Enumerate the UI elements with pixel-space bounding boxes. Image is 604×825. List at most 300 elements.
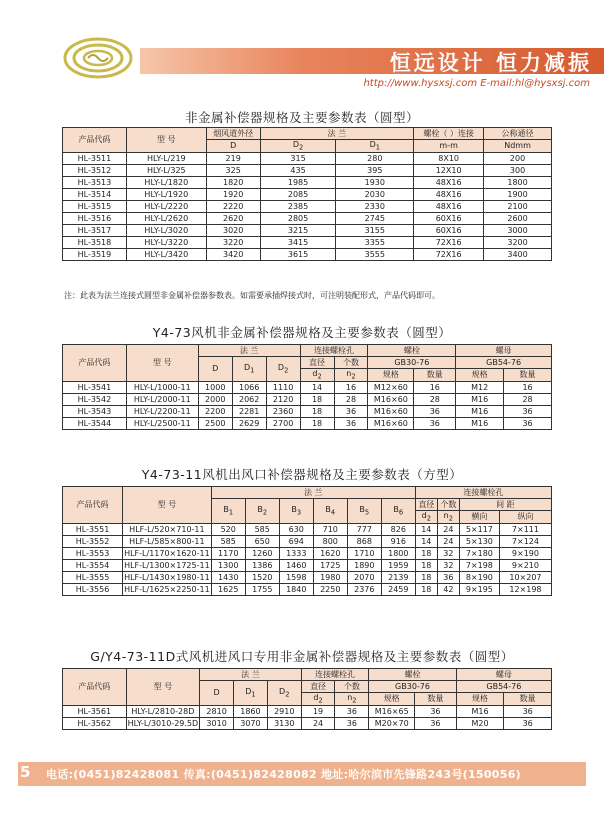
table-cell: M16: [456, 405, 504, 417]
th-d1: $D_1$: [234, 681, 268, 706]
table-row: [63, 523, 552, 535]
table-cell: 9×210: [499, 559, 551, 571]
table4-title: G/Y4-73-11D式风机进风口专用非金属补偿器规格及主要参数表（圆型）: [90, 649, 514, 664]
table-cell: 1860: [234, 705, 268, 717]
table-cell: M16: [456, 393, 504, 405]
table-cell: 12X10: [414, 164, 484, 176]
table-row: [63, 176, 552, 188]
table-cell: 1800: [484, 176, 552, 188]
table-cell: 14: [415, 523, 437, 535]
table-cell: 18: [415, 583, 437, 595]
table-cell: 14: [300, 381, 334, 393]
th-gb54: GB54-76: [456, 681, 551, 693]
table-cell: 18: [415, 571, 437, 583]
table-cell: 630: [279, 523, 313, 535]
table-cell: 1520: [245, 571, 279, 583]
table-cell: HLY-L/2500-11: [126, 417, 198, 429]
table4: [62, 668, 552, 730]
table-cell: 7×198: [459, 559, 499, 571]
table-cell: 2070: [347, 571, 381, 583]
table-cell: 1260: [245, 547, 279, 559]
table-cell: 325: [206, 164, 260, 176]
th-bolt: 螺栓: [369, 669, 457, 681]
th-spec: 规格: [456, 369, 504, 382]
th-b4: $B_4$: [313, 499, 347, 524]
table-cell: HLF-L/1430×1980-11: [124, 572, 210, 582]
table-row: [63, 547, 552, 559]
th-model: 型 号: [126, 345, 198, 382]
th-spec: 规格: [456, 693, 504, 706]
table-cell: HLF-L/1625×2250-11: [124, 584, 210, 594]
table-cell: 1625: [211, 583, 245, 595]
table-cell: HL-3516: [63, 212, 127, 224]
table-cell: 3155: [336, 224, 414, 236]
table-cell: 2360: [266, 405, 300, 417]
table-cell: 2085: [260, 188, 336, 200]
table-cell: HLY-L/2810-28D: [126, 705, 200, 717]
table-cell: HL-3553: [63, 547, 123, 559]
table-cell: HL-3544: [63, 417, 127, 429]
table-cell: 1840: [279, 583, 313, 595]
th-qty: 数量: [504, 369, 552, 382]
table-cell: 3215: [260, 224, 336, 236]
table-row: [63, 248, 552, 260]
table-cell: 36: [504, 717, 552, 729]
table-cell: 10×207: [499, 571, 551, 583]
table-cell: HLY-L/3020: [126, 224, 206, 236]
table-cell: 24: [437, 523, 459, 535]
th-d1: $D_1$: [232, 357, 266, 382]
table-cell: 8X10: [414, 152, 484, 164]
table-cell: M16: [456, 705, 504, 717]
table-cell: 2220: [206, 200, 260, 212]
table-cell: HLF-L/1300×1725-11: [124, 560, 210, 570]
table-row: [63, 571, 552, 583]
site-bar: [0, 76, 604, 94]
table-cell: 1800: [381, 547, 415, 559]
slogan: 恒远设计 恒力减振: [389, 51, 592, 75]
th-spacing: 间 距: [459, 499, 551, 511]
table-cell: 2120: [266, 393, 300, 405]
table-cell: 1725: [313, 559, 347, 571]
table-cell: 916: [381, 535, 415, 547]
table-cell: 3070: [234, 717, 268, 729]
table-cell: HLY-L/1920: [126, 188, 206, 200]
th-code: 产品代码: [63, 487, 123, 524]
table-cell: M16×65: [369, 705, 415, 717]
table-cell: 1755: [245, 583, 279, 595]
table-cell: 9×195: [459, 583, 499, 595]
table-cell: 2250: [313, 583, 347, 595]
th-bolt: 螺栓（ ）连接: [414, 128, 484, 140]
table-cell: 7×111: [499, 523, 551, 535]
table-cell: 585: [245, 523, 279, 535]
table-cell: 1300: [211, 559, 245, 571]
page-header: [0, 0, 604, 98]
th-b1: $B_1$: [211, 499, 245, 524]
table-cell: HL-3514: [63, 188, 127, 200]
table-cell: 36: [414, 405, 456, 417]
table-row: [63, 224, 552, 236]
th-code: 产品代码: [63, 669, 127, 706]
table-cell: 315: [260, 152, 336, 164]
table-cell: 3615: [260, 248, 336, 260]
table-cell: 2910: [267, 705, 301, 717]
th-n2: $n_2$: [437, 511, 459, 524]
table-cell: 200: [484, 152, 552, 164]
table-cell: M16×60: [368, 405, 414, 417]
table-cell: 72X16: [414, 248, 484, 260]
table-cell: 280: [336, 152, 414, 164]
th-qty: 数量: [415, 693, 457, 706]
table-cell: 36: [334, 405, 368, 417]
table-cell: HLF-L/1170×1620-11: [124, 548, 210, 558]
table-cell: 2600: [484, 212, 552, 224]
table3-body: [63, 523, 552, 595]
th-vertical: 纵向: [499, 511, 551, 524]
table-cell: HL-3551: [63, 523, 123, 535]
th-d2: $D_2$: [260, 140, 336, 153]
table-cell: 14: [415, 535, 437, 547]
th-gb54: GB54-76: [456, 357, 552, 369]
table-cell: 1710: [347, 547, 381, 559]
table-row: [63, 405, 552, 417]
table-cell: HLY-L/219: [126, 152, 206, 164]
table-cell: HLY-L/2620: [126, 212, 206, 224]
table-cell: 1170: [211, 547, 245, 559]
table-cell: HL-3552: [63, 535, 123, 547]
table2-body: [63, 381, 552, 429]
table-cell: 9×190: [499, 547, 551, 559]
page-number: 5: [20, 763, 31, 781]
table-cell: 2000: [198, 393, 232, 405]
table1-body: [63, 152, 552, 260]
table-cell: HLF-L/585×800-11: [123, 535, 212, 547]
th-code: 产品代码: [63, 345, 127, 382]
th-code: 产品代码: [63, 128, 127, 153]
table-cell: 710: [313, 523, 347, 535]
table-cell: 36: [334, 417, 368, 429]
table-cell: 36: [335, 717, 369, 729]
table-cell: 1066: [232, 381, 266, 393]
table-row: [63, 417, 552, 429]
contact-info: 电话:(0451)82428081 传真:(0451)82428082 地址:哈尔滨市先锋路243号(150056): [46, 768, 521, 781]
table-row: [63, 393, 552, 405]
th-d2-sub: $d_2$: [301, 693, 335, 706]
table-cell: 3415: [260, 236, 336, 248]
table-cell: 1959: [381, 559, 415, 571]
table-row: [63, 705, 552, 717]
table-cell: 18: [300, 405, 334, 417]
table-cell: 1820: [206, 176, 260, 188]
table-cell: 2500: [198, 417, 232, 429]
th-bolt-hole: 连接螺栓孔: [301, 669, 369, 681]
table-cell: 48X16: [414, 188, 484, 200]
table-cell: HLY-L/1820: [126, 176, 206, 188]
table-cell: 868: [347, 535, 381, 547]
table-cell: 72X16: [414, 236, 484, 248]
table-cell: 36: [335, 705, 369, 717]
table-cell: 2700: [266, 417, 300, 429]
table2: [62, 344, 552, 430]
table-cell: 12×198: [499, 583, 551, 595]
table-cell: 2629: [232, 417, 266, 429]
th-qty: 数量: [504, 693, 552, 706]
table-cell: 585: [211, 535, 245, 547]
table-cell: 2200: [198, 405, 232, 417]
th-nut: 螺母: [456, 345, 552, 357]
table-cell: 36: [504, 705, 552, 717]
table-cell: 3400: [484, 248, 552, 260]
table-row: [63, 152, 552, 164]
table-cell: HL-3519: [63, 248, 127, 260]
table-cell: 1386: [245, 559, 279, 571]
table-cell: 16: [504, 381, 552, 393]
table-cell: 2062: [232, 393, 266, 405]
table3: [62, 486, 552, 596]
table3-title: Y4-73-11风机出风口补偿器规格及主要参数表（方型）: [141, 467, 463, 482]
th-bolt: 螺栓: [368, 345, 456, 357]
th-b3: $B_3$: [279, 499, 313, 524]
table-cell: 2385: [260, 200, 336, 212]
table-row: [63, 559, 552, 571]
table-cell: 28: [504, 393, 552, 405]
table-cell: 219: [206, 152, 260, 164]
table-cell: 3420: [206, 248, 260, 260]
table-cell: HL-3561: [63, 705, 127, 717]
table-cell: 36: [415, 717, 457, 729]
table-cell: 18: [415, 547, 437, 559]
th-model: 型 号: [123, 487, 212, 524]
table-cell: HL-3518: [63, 236, 127, 248]
table-cell: 1598: [279, 571, 313, 583]
th-model: 型 号: [126, 669, 200, 706]
table-cell: 5×117: [459, 523, 499, 535]
th-mm: m-m: [414, 140, 484, 153]
th-qty: 数量: [414, 369, 456, 382]
table-cell: 1000: [198, 381, 232, 393]
table-row: [63, 535, 552, 547]
table-cell: HLY-L/3220: [126, 236, 206, 248]
table1-note: 注：此表为法兰连接式圆型非金属补偿器参数表。如需要承插焊接式时，可注明装配形式，产品代码即可。: [64, 291, 440, 300]
table-cell: 18: [300, 393, 334, 405]
table-cell: HLF-L/520×710-11: [123, 523, 212, 535]
table-cell: 2810: [200, 705, 234, 717]
table-cell: 800: [313, 535, 347, 547]
table-cell: 48X16: [414, 200, 484, 212]
table-row: [63, 381, 552, 393]
table-cell: 18: [415, 559, 437, 571]
table-cell: 1430: [211, 571, 245, 583]
table-cell: 32: [437, 559, 459, 571]
table-cell: 16: [334, 381, 368, 393]
th-diameter: 直径: [300, 357, 334, 369]
table-cell: HLY-L/2220: [126, 200, 206, 212]
table-cell: 3355: [336, 236, 414, 248]
th-flange: 法 兰: [198, 345, 300, 357]
website-email: http://www.hysxsj.com E-mail:hl@hysxsj.com: [363, 78, 590, 89]
table-row: [63, 188, 552, 200]
table-cell: 2281: [232, 405, 266, 417]
table-cell: 1620: [313, 547, 347, 559]
th-spec: 规格: [368, 369, 414, 382]
th-b2: $B_2$: [245, 499, 279, 524]
table-cell: 18: [300, 417, 334, 429]
th-count: 个数: [437, 499, 459, 511]
table-cell: 36: [504, 417, 552, 429]
table-cell: 520: [211, 523, 245, 535]
th-horizontal: 横向: [459, 511, 499, 524]
table-cell: 36: [504, 405, 552, 417]
table-cell: 48X16: [414, 176, 484, 188]
table-cell: 435: [260, 164, 336, 176]
table-cell: 650: [245, 535, 279, 547]
th-nominal: 公称通径: [484, 128, 552, 140]
table-row: [63, 236, 552, 248]
table-row: [63, 212, 552, 224]
table-cell: M16: [456, 417, 504, 429]
table-cell: 2139: [381, 571, 415, 583]
table-cell: HL-3562: [63, 717, 127, 729]
table-cell: HL-3556: [63, 583, 123, 595]
table-cell: M20×70: [369, 717, 415, 729]
table-cell: 3010: [200, 717, 234, 729]
table-cell: HL-3512: [63, 164, 127, 176]
table-cell: 2745: [336, 212, 414, 224]
th-count: 个数: [335, 681, 369, 693]
th-gb30: GB30-76: [368, 357, 456, 369]
table-cell: 3555: [336, 248, 414, 260]
table2-title: Y4-73风机非金属补偿器规格及主要参数表（圆型）: [152, 325, 452, 340]
table-cell: 28: [414, 393, 456, 405]
table-row: [63, 717, 552, 729]
table-cell: 1900: [484, 188, 552, 200]
table-cell: 3000: [484, 224, 552, 236]
th-gb30: GB30-76: [369, 681, 457, 693]
table-cell: M16×60: [368, 393, 414, 405]
table-cell: 2330: [336, 200, 414, 212]
th-model: 型 号: [126, 128, 206, 153]
table-cell: M12×60: [368, 381, 414, 393]
table-cell: HL-3515: [63, 200, 127, 212]
table-row: [63, 164, 552, 176]
table-cell: HLY-L/1000-11: [126, 381, 198, 393]
table-cell: HLY-L/3420: [126, 248, 206, 260]
table-cell: 2459: [381, 583, 415, 595]
table-cell: 2376: [347, 583, 381, 595]
table-cell: HL-3543: [63, 405, 127, 417]
table-cell: M12: [456, 381, 504, 393]
th-d: D: [198, 357, 232, 382]
table-cell: 24: [301, 717, 335, 729]
table-cell: HL-3511: [63, 152, 127, 164]
table-cell: M16×60: [368, 417, 414, 429]
th-d2-sub: $d_2$: [415, 511, 437, 524]
table-cell: 42: [437, 583, 459, 595]
table-cell: 1920: [206, 188, 260, 200]
table4-body: [63, 705, 552, 729]
th-diameter: 直径: [415, 499, 437, 511]
th-d: D: [200, 681, 234, 706]
th-bolt-hole: 连接螺栓孔: [415, 487, 551, 499]
table-cell: 1460: [279, 559, 313, 571]
table-cell: 3130: [267, 717, 301, 729]
th-diameter: 直径: [301, 681, 335, 693]
table-cell: 2805: [260, 212, 336, 224]
th-bolt-hole: 连接螺栓孔: [300, 345, 368, 357]
table-cell: 1930: [336, 176, 414, 188]
table-cell: HL-3513: [63, 176, 127, 188]
th-outer-diameter: 烟风道外径: [206, 128, 260, 140]
table-row: [63, 583, 552, 595]
table-cell: 777: [347, 523, 381, 535]
th-d2: $D_2$: [267, 681, 301, 706]
th-flange: 法 兰: [211, 487, 415, 499]
table-cell: 24: [437, 535, 459, 547]
table-cell: M20: [456, 717, 504, 729]
table-cell: 3220: [206, 236, 260, 248]
th-n2: $n_2$: [335, 693, 369, 706]
company-logo: [62, 36, 134, 80]
table-cell: HL-3555: [63, 571, 123, 583]
th-spec: 规格: [369, 693, 415, 706]
table-cell: HL-3517: [63, 224, 127, 236]
table-cell: 2100: [484, 200, 552, 212]
table-cell: 36: [415, 705, 457, 717]
table-cell: 3020: [206, 224, 260, 236]
table1-title: 非金属补偿器规格及主要参数表（圆型）: [184, 110, 419, 125]
table-cell: HLY-L/2000-11: [126, 393, 198, 405]
th-ndmm: Ndmm: [484, 140, 552, 153]
th-d2-sub: $d_2$: [300, 369, 334, 382]
table-cell: 5×130: [459, 535, 499, 547]
table-cell: 8×190: [459, 571, 499, 583]
table-cell: HL-3542: [63, 393, 127, 405]
table-cell: 28: [334, 393, 368, 405]
table-cell: 36: [414, 417, 456, 429]
th-n2: $n_2$: [334, 369, 368, 382]
table-cell: 32: [437, 547, 459, 559]
table-cell: 3200: [484, 236, 552, 248]
th-count: 个数: [334, 357, 368, 369]
table-cell: 2030: [336, 188, 414, 200]
table-cell: 826: [381, 523, 415, 535]
table-cell: 694: [279, 535, 313, 547]
logo-icon: [62, 36, 134, 80]
table-cell: HLY-L/325: [126, 164, 206, 176]
th-b6: $B_6$: [381, 499, 415, 524]
table-cell: HLY-L/3010-29.5D: [127, 718, 199, 728]
table-cell: 1110: [266, 381, 300, 393]
th-d2: $D_2$: [266, 357, 300, 382]
table1: [62, 127, 552, 261]
th-flange: 法 兰: [260, 128, 414, 140]
th-flange: 法 兰: [200, 669, 301, 681]
table-cell: 7×180: [459, 547, 499, 559]
th-d1: $D_1$: [336, 140, 414, 153]
table-cell: 1980: [313, 571, 347, 583]
table-cell: 16: [414, 381, 456, 393]
table-cell: 19: [301, 705, 335, 717]
table-row: [63, 200, 552, 212]
table-cell: 1985: [260, 176, 336, 188]
table-cell: HL-3541: [63, 381, 127, 393]
table-cell: 7×124: [499, 535, 551, 547]
th-b5: $B_5$: [347, 499, 381, 524]
th-nut: 螺母: [456, 669, 551, 681]
th-d: D: [206, 140, 260, 153]
table-cell: 1890: [347, 559, 381, 571]
